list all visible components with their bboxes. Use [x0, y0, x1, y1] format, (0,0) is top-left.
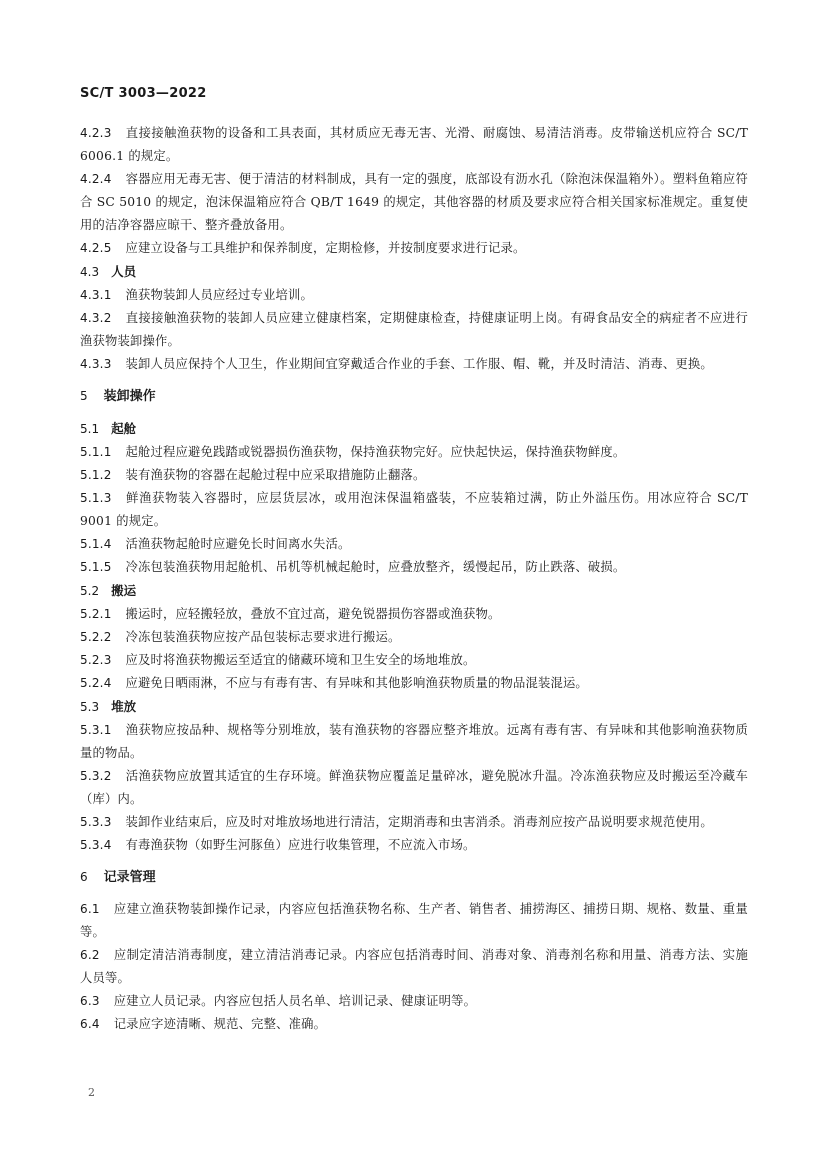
clause-number: 4.2.4: [80, 172, 112, 186]
clause-number: 5.2.3: [80, 653, 112, 667]
heading-5: [80, 385, 748, 408]
clause-5-2-1: [80, 603, 748, 626]
clause-text: 有毒渔获物（如野生河豚鱼）应进行收集管理，不应流入市场。: [125, 838, 476, 852]
clause-5-1-4: [80, 533, 748, 556]
clause-5-2-4: [80, 672, 748, 695]
heading-title: 装卸操作: [103, 389, 156, 404]
clause-number: 5.1.4: [80, 537, 112, 551]
clause-text: 装卸作业结束后，应及时对堆放场地进行清洁，定期消毒和虫害消杀。消毒剂应按产品说明要求规范使用。: [125, 815, 713, 829]
clause-number: 5.1.2: [80, 468, 112, 482]
clause-number: 5.1.5: [80, 560, 112, 574]
clause-number: 6.2: [80, 948, 100, 962]
clause-text: 冷冻包装渔获物用起舱机、吊机等机械起舱时，应叠放整齐，缓慢起吊，防止跌落、破损。: [125, 560, 626, 574]
clause-4-3-1: [80, 284, 748, 307]
heading-title: 搬运: [111, 583, 137, 598]
clause-text: 起舱过程应避免践踏或锐器损伤渔获物，保持渔获物完好。应快起快运，保持渔获物鲜度。: [125, 445, 626, 459]
clause-5-3-4: [80, 834, 748, 857]
clause-text: 直接接触渔获物的设备和工具表面，其材质应无毒无害、光滑、耐腐蚀、易清洁消毒。皮带输送机应符合 SC/T 6006.1 的规定。: [80, 126, 748, 163]
clause-number: 4.2.3: [80, 126, 112, 140]
clause-5-2-2: [80, 626, 748, 649]
clause-text: 应制定清洁消毒制度，建立清洁消毒记录。内容应包括消毒时间、消毒对象、消毒剂名称和用量、消毒方法、实施人员等。: [80, 948, 748, 985]
clause-text: 装有渔获物的容器在起舱过程中应采取措施防止翻落。: [125, 468, 426, 482]
heading-5-2: [80, 579, 748, 603]
clause-5-3-2: [80, 765, 748, 811]
clause-text: 应建立人员记录。内容应包括人员名单、培训记录、健康证明等。: [113, 994, 477, 1008]
clause-text: 活渔获物起舱时应避免长时间离水失活。: [125, 537, 351, 551]
clause-number: 5.1.3: [80, 491, 112, 505]
clause-number: 4.3.3: [80, 357, 112, 371]
heading-number: 5.3: [80, 700, 100, 714]
clause-6-1: [80, 898, 748, 944]
clause-number: 4.3.2: [80, 311, 112, 325]
heading-title: 起舱: [111, 421, 137, 436]
clause-number: 5.2.4: [80, 676, 112, 690]
heading-5-3: [80, 695, 748, 719]
clause-text: 活渔获物应放置其适宜的生存环境。鲜渔获物应覆盖足量碎冰，避免脱冰升温。冷冻渔获物应及时搬运至冷藏车（库）内。: [80, 769, 748, 806]
heading-number: 5.1: [80, 422, 100, 436]
clause-4-2-5: [80, 237, 748, 260]
clause-5-3-3: [80, 811, 748, 834]
clause-text: 应建立渔获物装卸操作记录，内容应包括渔获物名称、生产者、销售者、捕捞海区、捕捞日期、规格、数量、重量等。: [80, 902, 748, 939]
heading-number: 5.2: [80, 584, 100, 598]
clause-6-3: [80, 990, 748, 1013]
clause-6-2: [80, 944, 748, 990]
clause-text: 搬运时，应轻搬轻放，叠放不宜过高，避免锐器损伤容器或渔获物。: [125, 607, 501, 621]
heading-title: 堆放: [111, 699, 137, 714]
clause-5-1-1: [80, 441, 748, 464]
clause-number: 5.2.2: [80, 630, 112, 644]
page-number: 2: [88, 1086, 95, 1099]
clause-text: 记录应字迹清晰、规范、完整、准确。: [113, 1017, 327, 1031]
heading-number: 6: [80, 870, 88, 884]
clause-number: 6.1: [80, 902, 100, 916]
clause-text: 容器应用无毒无害、便于清洁的材料制成，具有一定的强度，底部设有沥水孔（除泡沫保温箱外）。塑料鱼箱应符合 SC 5010 的规定，泡沫保温箱应符合 QB/T 1649 的规定，其他容器的材质及要求应符合相关国家标准规定。重复使用的洁净容器应晾干、整齐叠放备用。: [80, 172, 748, 232]
clause-text: 直接接触渔获物的装卸人员应建立健康档案，定期健康检查，持健康证明上岗。有碍食品安全的病症者不应进行渔获物装卸操作。: [80, 311, 748, 348]
clause-text: 应避免日晒雨淋，不应与有毒有害、有异味和其他影响渔获物质量的物品混装混运。: [125, 676, 588, 690]
heading-title: 记录管理: [103, 870, 156, 885]
clause-text: 冷冻包装渔获物应按产品包装标志要求进行搬运。: [125, 630, 401, 644]
clause-4-3-2: [80, 307, 748, 353]
clause-4-2-3: [80, 122, 748, 168]
clause-text: 应及时将渔获物搬运至适宜的储藏环境和卫生安全的场地堆放。: [125, 653, 476, 667]
clause-number: 6.4: [80, 1017, 100, 1031]
clause-5-3-1: [80, 719, 748, 765]
clause-number: 5.3.4: [80, 838, 112, 852]
clause-number: 5.1.1: [80, 445, 112, 459]
clause-text: 装卸人员应保持个人卫生，作业期间宜穿戴适合作业的手套、工作服、帽、靴，并及时清洁、消毒、更换。: [125, 357, 713, 371]
clause-5-1-3: [80, 487, 748, 533]
clause-4-2-4: [80, 168, 748, 237]
clause-number: 6.3: [80, 994, 100, 1008]
clause-number: 5.3.1: [80, 723, 112, 737]
document-code-header: SC/T 3003—2022: [80, 86, 207, 101]
clause-text: 应建立设备与工具维护和保养制度，定期检修，并按制度要求进行记录。: [125, 241, 526, 255]
document-body: [80, 122, 748, 1036]
heading-4-3: [80, 260, 748, 284]
clause-number: 4.3.1: [80, 288, 112, 302]
heading-6: [80, 866, 748, 889]
clause-text: 鲜渔获物装入容器时，应层货层冰，或用泡沫保温箱盛装，不应装箱过满，防止外溢压伤。用冰应符合 SC/T 9001 的规定。: [80, 491, 748, 528]
heading-number: 5: [80, 389, 88, 403]
heading-title: 人员: [111, 264, 137, 279]
clause-number: 5.3.2: [80, 769, 112, 783]
heading-5-1: [80, 417, 748, 441]
clause-5-1-2: [80, 464, 748, 487]
clause-text: 渔获物装卸人员应经过专业培训。: [125, 288, 314, 302]
clause-text: 渔获物应按品种、规格等分别堆放，装有渔获物的容器应整齐堆放。远离有毒有害、有异味和其他影响渔获物质量的物品。: [80, 723, 748, 760]
clause-5-2-3: [80, 649, 748, 672]
clause-number: 5.2.1: [80, 607, 112, 621]
clause-number: 5.3.3: [80, 815, 112, 829]
heading-number: 4.3: [80, 265, 100, 279]
clause-5-1-5: [80, 556, 748, 579]
clause-number: 4.2.5: [80, 241, 112, 255]
clause-4-3-3: [80, 353, 748, 376]
clause-6-4: [80, 1013, 748, 1036]
